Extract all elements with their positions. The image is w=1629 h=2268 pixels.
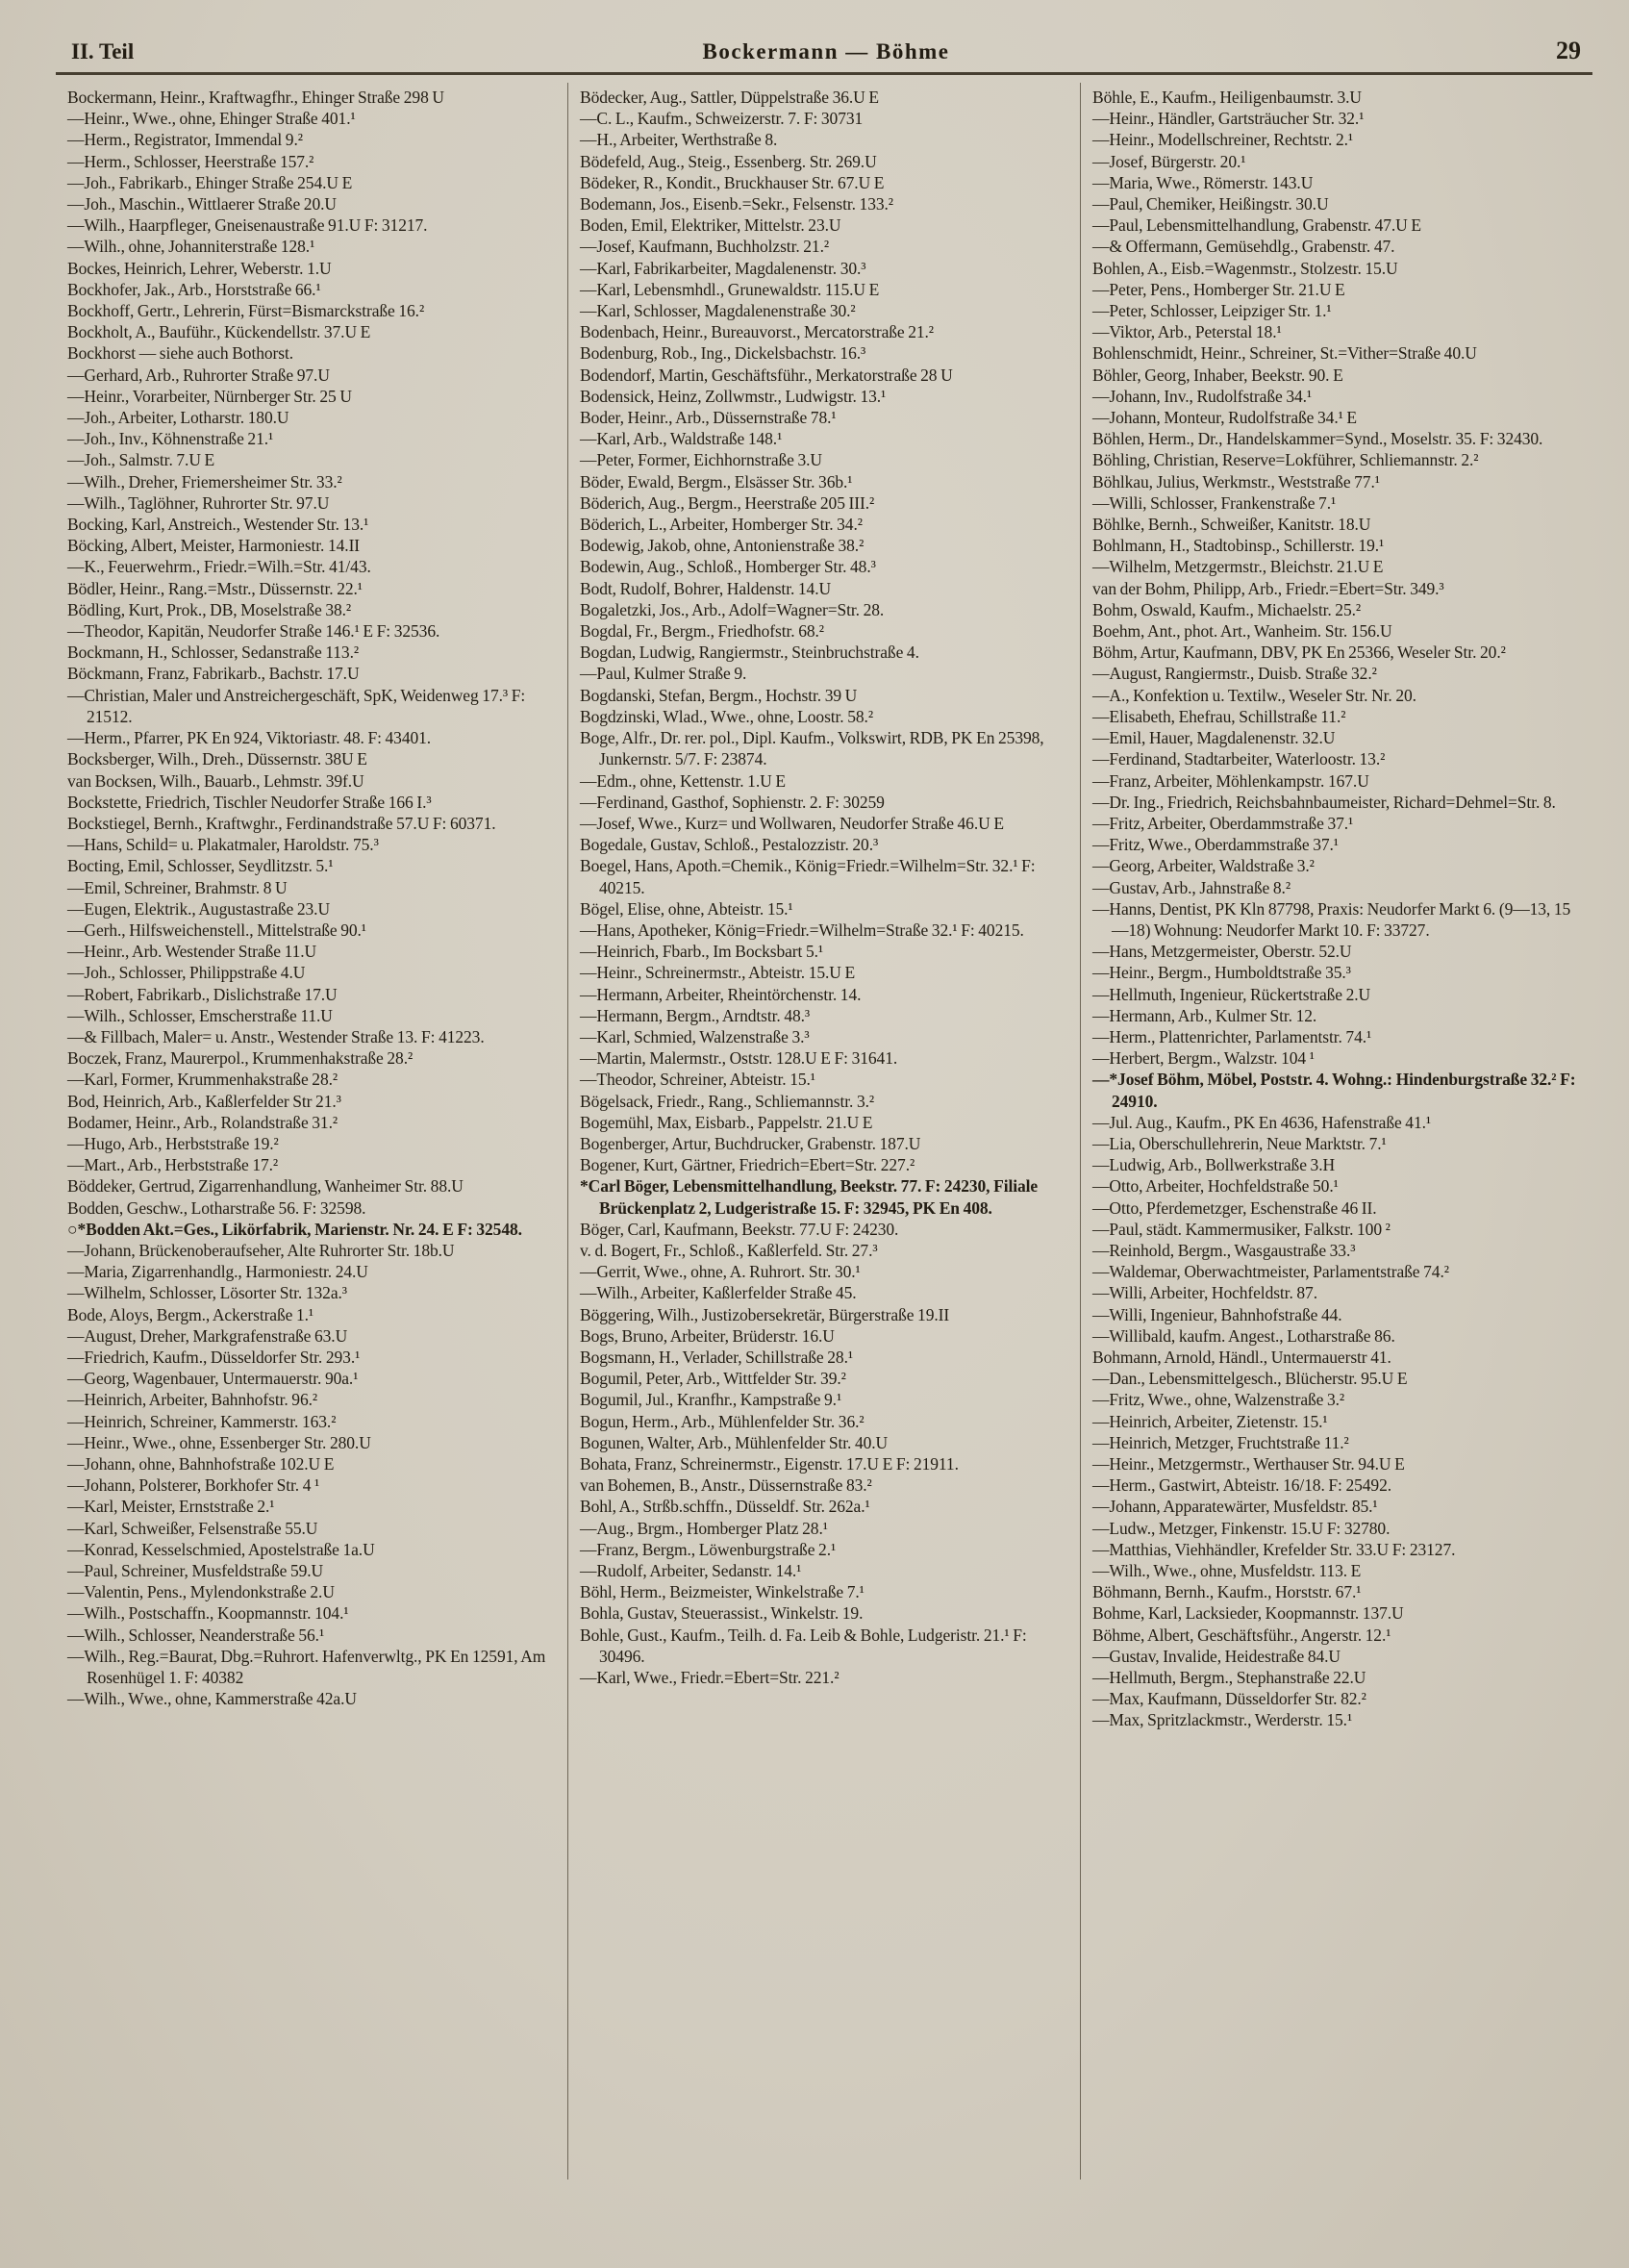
directory-entry: —Franz, Arbeiter, Möhlenkampstr. 167.U bbox=[1092, 770, 1369, 791]
directory-entry: Bohmann, Arnold, Händl., Untermauerstr 41. bbox=[1092, 1347, 1391, 1367]
directory-entry: —Hans, Apotheker, König=Friedr.=Wilhelm=Straße 32.¹ F: 40215. bbox=[580, 920, 1024, 940]
directory-entry: Bogenberger, Artur, Buchdrucker, Grabenstr. 187.U bbox=[580, 1133, 921, 1153]
directory-entry: Böhler, Georg, Inhaber, Beekstr. 90. E bbox=[1092, 365, 1343, 385]
directory-entry: Böhme, Albert, Geschäftsführ., Angerstr. 12.¹ bbox=[1092, 1625, 1391, 1645]
directory-entry: Bockhoff, Gertr., Lehrerin, Fürst=Bismarckstraße 16.² bbox=[67, 301, 425, 321]
directory-entry: —Heinrich, Fbarb., Im Bocksbart 5.¹ bbox=[580, 942, 824, 962]
directory-entry: —Wilhelm, Metzgermstr., Bleichstr. 21.U E bbox=[1092, 557, 1384, 577]
directory-entry: —Matthias, Viehhändler, Krefelder Str. 33.U F: 23127. bbox=[1092, 1539, 1456, 1559]
directory-entry: —Theodor, Schreiner, Abteistr. 15.¹ bbox=[580, 1070, 815, 1090]
directory-entry: Bogs, Bruno, Arbeiter, Brüderstr. 16.U bbox=[580, 1325, 835, 1346]
directory-column bbox=[56, 83, 567, 2180]
directory-entry: Bockstiegel, Bernh., Kraftwghr., Ferdinandstraße 57.U F: 60371. bbox=[67, 813, 496, 833]
directory-entry: Bodenbach, Heinr., Bureauvorst., Mercatorstraße 21.² bbox=[580, 322, 934, 342]
directory-entry: —Wilh., Haarpfleger, Gneisenaustraße 91.U F: 31217. bbox=[67, 215, 428, 236]
directory-entry: Bocting, Emil, Schlosser, Seydlitzstr. 5.¹ bbox=[67, 856, 334, 876]
directory-entry: —Paul, Lebensmittelhandlung, Grabenstr. 47.U E bbox=[1092, 215, 1421, 236]
directory-entry: —Emil, Schreiner, Brahmstr. 8 U bbox=[67, 877, 288, 897]
directory-entry: —Hermann, Bergm., Arndtstr. 48.³ bbox=[580, 1005, 811, 1025]
directory-entry: —Heinr., Vorarbeiter, Nürnberger Str. 25 U bbox=[67, 386, 352, 406]
directory-entry: —Joh., Maschin., Wittlaerer Straße 20.U bbox=[67, 194, 337, 214]
directory-entry: —Fritz, Wwe., ohne, Walzenstraße 3.² bbox=[1092, 1390, 1345, 1410]
directory-entry: —C. L., Kaufm., Schweizerstr. 7. F: 30731 bbox=[580, 109, 864, 129]
directory-entry: ○*Bodden Akt.=Ges., Likörfabrik, Marienstr. Nr. 24. E F: 32548. bbox=[67, 1219, 522, 1239]
directory-entry: —Paul, Schreiner, Musfeldstraße 59.U bbox=[67, 1561, 324, 1581]
directory-entry: Bode, Aloys, Bergm., Ackerstraße 1.¹ bbox=[67, 1304, 314, 1324]
directory-entry: Böhlke, Bernh., Schweißer, Kanitstr. 18.U bbox=[1092, 515, 1371, 535]
directory-entry: —Hellmuth, Ingenieur, Rückertstraße 2.U bbox=[1092, 984, 1371, 1004]
directory-entry: —Karl, Schmied, Walzenstraße 3.³ bbox=[580, 1026, 810, 1046]
directory-entry: —Wilh., Schlosser, Neanderstraße 56.¹ bbox=[67, 1625, 325, 1645]
directory-entry: —Josef, Wwe., Kurz= und Wollwaren, Neudorfer Straße 46.U E bbox=[580, 813, 1004, 833]
directory-entry: —Paul, städt. Kammermusiker, Falkstr. 100 ² bbox=[1092, 1219, 1391, 1239]
directory-entry: —Konrad, Kesselschmied, Apostelstraße 1a.U bbox=[67, 1539, 375, 1559]
directory-entry: *Carl Böger, Lebensmittelhandlung, Beekstr. 77. F: 24230, Filiale Brückenplatz 2, Ludgeristraße 15. F: 32945, PK En 408. bbox=[580, 1176, 1039, 1218]
directory-entry: Bodenburg, Rob., Ing., Dickelsbachstr. 16.³ bbox=[580, 343, 866, 364]
directory-entry: Bogsmann, H., Verlader, Schillstraße 28.¹ bbox=[580, 1347, 853, 1367]
directory-entry: Bohl, A., Strßb.schffn., Düsseldf. Str. 262a.¹ bbox=[580, 1497, 870, 1517]
section-label: II. Teil bbox=[71, 39, 135, 63]
directory-entry: Bockhofer, Jak., Arb., Horststraße 66.¹ bbox=[67, 279, 321, 299]
directory-entry: Boden, Emil, Elektriker, Mittelstr. 23.U bbox=[580, 215, 841, 236]
directory-entry: Bödefeld, Aug., Steig., Essenberg. Str. 269.U bbox=[580, 151, 877, 171]
directory-entry: —Hans, Metzgermeister, Oberstr. 52.U bbox=[1092, 942, 1352, 962]
directory-entry: —Wilh., Reg.=Baurat, Dbg.=Ruhrort. Hafenverwltg., PK En 12591, Am Rosenhügel 1. F: 40382 bbox=[67, 1646, 546, 1688]
directory-entry: —Wilh., ohne, Johanniterstraße 128.¹ bbox=[67, 237, 315, 257]
directory-entry: Bockhorst — siehe auch Bothorst. bbox=[67, 343, 293, 364]
directory-entry: —Gerh., Hilfsweichenstell., Mittelstraße 90.¹ bbox=[67, 920, 366, 940]
directory-entry: —Joh., Fabrikarb., Ehinger Straße 254.U E bbox=[67, 172, 353, 192]
directory-entry: Boegel, Hans, Apoth.=Chemik., König=Friedr.=Wilhelm=Str. 32.¹ F: 40215. bbox=[580, 856, 1036, 897]
directory-entry: —Eugen, Elektrik., Augustastraße 23.U bbox=[67, 898, 330, 919]
directory-entry: —Heinr., Modellschreiner, Rechtstr. 2.¹ bbox=[1092, 130, 1354, 150]
directory-column bbox=[1080, 83, 1592, 2180]
directory-entry: Böhmann, Bernh., Kaufm., Horststr. 67.¹ bbox=[1092, 1582, 1362, 1602]
directory-entry: —Otto, Pferdemetzger, Eschenstraße 46 II. bbox=[1092, 1197, 1377, 1218]
directory-entry: —Heinrich, Schreiner, Kammerstr. 163.² bbox=[67, 1411, 337, 1431]
directory-entry: Bogumil, Jul., Kranfhr., Kampstraße 9.¹ bbox=[580, 1390, 842, 1410]
directory-entry: —Wilh., Taglöhner, Ruhrorter Str. 97.U bbox=[67, 492, 330, 513]
directory-entry: —Paul, Chemiker, Heißingstr. 30.U bbox=[1092, 194, 1329, 214]
directory-entry: Bogaletzki, Jos., Arb., Adolf=Wagner=Str. 28. bbox=[580, 599, 885, 619]
directory-entry: —Heinr., Händler, Gartsträucher Str. 32.¹ bbox=[1092, 109, 1365, 129]
directory-entry: —A., Konfektion u. Textilw., Weseler Str. Nr. 20. bbox=[1092, 685, 1416, 705]
page-number: 29 bbox=[1556, 37, 1581, 64]
directory-entry: —Karl, Former, Krummenhakstraße 28.² bbox=[67, 1070, 338, 1090]
directory-entry: —Waldemar, Oberwachtmeister, Parlamentstraße 74.² bbox=[1092, 1262, 1449, 1282]
directory-entry: —Martin, Malermstr., Oststr. 128.U E F: 31641. bbox=[580, 1048, 898, 1069]
directory-entry: —Karl, Fabrikarbeiter, Magdalenenstr. 30.³ bbox=[580, 258, 866, 278]
directory-entry: —Hermann, Arbeiter, Rheintörchenstr. 14. bbox=[580, 984, 862, 1004]
directory-entry: —Georg, Wagenbauer, Untermauerstr. 90a.¹ bbox=[67, 1369, 359, 1389]
directory-entry: —Maria, Wwe., Römerstr. 143.U bbox=[1092, 172, 1314, 192]
directory-entry: Bockes, Heinrich, Lehrer, Weberstr. 1.U bbox=[67, 258, 332, 278]
directory-entry: —Heinr., Wwe., ohne, Essenberger Str. 280.U bbox=[67, 1432, 371, 1452]
directory-entry: —Johann, ohne, Bahnhofstraße 102.U E bbox=[67, 1454, 335, 1474]
page-title: Bockermann — Böhme bbox=[702, 39, 950, 63]
directory-entry: —*Josef Böhm, Möbel, Poststr. 4. Wohng.: Hindenburgstraße 32.² F: 24910. bbox=[1092, 1070, 1576, 1111]
directory-entry: —Mart., Arb., Herbststraße 17.² bbox=[67, 1155, 279, 1175]
directory-entry: Bohle, Gust., Kaufm., Teilh. d. Fa. Leib & Bohle, Ludgeristr. 21.¹ F: 30496. bbox=[580, 1625, 1027, 1666]
directory-entry: Böderich, L., Arbeiter, Homberger Str. 34.² bbox=[580, 515, 863, 535]
directory-entry: Böhling, Christian, Reserve=Lokführer, Schliemannstr. 2.² bbox=[1092, 450, 1479, 470]
directory-entry: —Joh., Schlosser, Philippstraße 4.U bbox=[67, 963, 306, 983]
directory-columns bbox=[56, 83, 1592, 2180]
page-header bbox=[56, 37, 1592, 75]
directory-entry: —Wilh., Dreher, Friemersheimer Str. 33.² bbox=[67, 471, 342, 491]
directory-entry: —Karl, Lebensmhdl., Grunewaldstr. 115.U E bbox=[580, 279, 880, 299]
directory-entry: —Heinrich, Metzger, Fruchtstraße 11.² bbox=[1092, 1432, 1349, 1452]
directory-entry: —Willi, Ingenieur, Bahnhofstraße 44. bbox=[1092, 1304, 1342, 1324]
directory-entry: Bodewig, Jakob, ohne, Antonienstraße 38.² bbox=[580, 536, 865, 556]
directory-entry: —Dan., Lebensmittelgesch., Blücherstr. 95.U E bbox=[1092, 1369, 1408, 1389]
directory-entry: —Robert, Fabrikarb., Dislichstraße 17.U bbox=[67, 984, 338, 1004]
directory-entry: —Heinrich, Arbeiter, Bahnhofstr. 96.² bbox=[67, 1390, 318, 1410]
directory-entry: Bogemühl, Max, Eisbarb., Pappelstr. 21.U E bbox=[580, 1112, 873, 1132]
directory-entry: —Emil, Hauer, Magdalenenstr. 32.U bbox=[1092, 728, 1336, 748]
directory-entry: Bohla, Gustav, Steuerassist., Winkelstr. 19. bbox=[580, 1603, 864, 1624]
directory-entry: Böhle, E., Kaufm., Heiligenbaumstr. 3.U bbox=[1092, 88, 1362, 107]
directory-entry: —Heinr., Wwe., ohne, Ehinger Straße 401.¹ bbox=[67, 109, 356, 129]
directory-entry: —H., Arbeiter, Werthstraße 8. bbox=[580, 130, 778, 150]
directory-entry: Bodden, Geschw., Lotharstraße 56. F: 32598. bbox=[67, 1197, 366, 1218]
directory-entry: —Ludw., Metzger, Finkenstr. 15.U F: 32780. bbox=[1092, 1518, 1391, 1538]
directory-entry: —Gustav, Arb., Jahnstraße 8.² bbox=[1092, 877, 1291, 897]
directory-entry: —Willibald, kaufm. Angest., Lotharstraße 86. bbox=[1092, 1325, 1395, 1346]
directory-entry: —Otto, Arbeiter, Hochfeldstraße 50.¹ bbox=[1092, 1176, 1339, 1197]
directory-entry: Bogener, Kurt, Gärtner, Friedrich=Ebert=Str. 227.² bbox=[580, 1155, 915, 1175]
directory-entry: —Rudolf, Arbeiter, Sedanstr. 14.¹ bbox=[580, 1561, 802, 1581]
directory-entry: —Wilh., Schlosser, Emscherstraße 11.U bbox=[67, 1005, 333, 1025]
directory-entry: —Willi, Schlosser, Frankenstraße 7.¹ bbox=[1092, 492, 1337, 513]
directory-entry: —Wilh., Arbeiter, Kaßlerfelder Straße 45. bbox=[580, 1283, 857, 1303]
directory-entry: van der Bohm, Philipp, Arb., Friedr.=Ebert=Str. 349.³ bbox=[1092, 578, 1444, 598]
directory-entry: Bohm, Oswald, Kaufm., Michaelstr. 25.² bbox=[1092, 599, 1362, 619]
directory-entry: —& Offermann, Gemüsehdlg., Grabenstr. 47. bbox=[1092, 237, 1395, 257]
directory-entry: —Herm., Schlosser, Heerstraße 157.² bbox=[67, 151, 314, 171]
directory-entry: Bohata, Franz, Schreinermstr., Eigenstr. 17.U E F: 21911. bbox=[580, 1454, 959, 1474]
directory-entry: —Peter, Schlosser, Leipziger Str. 1.¹ bbox=[1092, 301, 1332, 321]
directory-entry: —Heinr., Metzgermstr., Werthauser Str. 94.U E bbox=[1092, 1454, 1405, 1474]
directory-entry: —Heinr., Bergm., Humboldtstraße 35.³ bbox=[1092, 963, 1351, 983]
directory-entry: —August, Dreher, Markgrafenstraße 63.U bbox=[67, 1325, 348, 1346]
directory-entry: —Paul, Kulmer Straße 9. bbox=[580, 664, 747, 684]
directory-entry: —Fritz, Wwe., Oberdammstraße 37.¹ bbox=[1092, 835, 1339, 855]
directory-entry: Bohlenschmidt, Heinr., Schreiner, St.=Vither=Straße 40.U bbox=[1092, 343, 1477, 364]
directory-entry: —Gerhard, Arb., Ruhrorter Straße 97.U bbox=[67, 365, 330, 385]
directory-entry: —Herm., Plattenrichter, Parlamentstr. 74.¹ bbox=[1092, 1026, 1372, 1046]
directory-entry: Bogunen, Walter, Arb., Mühlenfelder Str. 40.U bbox=[580, 1432, 889, 1452]
directory-entry: Bockmann, H., Schlosser, Sedanstraße 113.² bbox=[67, 643, 360, 663]
directory-entry: —Hans, Schild= u. Plakatmaler, Haroldstr. 75.³ bbox=[67, 835, 379, 855]
directory-entry: Böhm, Artur, Kaufmann, DBV, PK En 25366, Weseler Str. 20.² bbox=[1092, 643, 1506, 663]
directory-entry: —Maria, Zigarrenhandlg., Harmoniestr. 24.U bbox=[67, 1262, 368, 1282]
directory-entry: Bödecker, Aug., Sattler, Düppelstraße 36.U E bbox=[580, 88, 879, 107]
directory-entry: Bogumil, Peter, Arb., Wittfelder Str. 39.² bbox=[580, 1369, 846, 1389]
directory-entry: —Franz, Bergm., Löwenburgstraße 2.¹ bbox=[580, 1539, 837, 1559]
directory-entry: Bodamer, Heinr., Arb., Rolandstraße 31.² bbox=[67, 1112, 338, 1132]
directory-entry: —Heinrich, Arbeiter, Zietenstr. 15.¹ bbox=[1092, 1411, 1328, 1431]
directory-entry: Böger, Carl, Kaufmann, Beekstr. 77.U F: 24230. bbox=[580, 1219, 899, 1239]
directory-entry: —Heinr., Arb. Westender Straße 11.U bbox=[67, 942, 317, 962]
directory-entry: Böckmann, Franz, Fabrikarb., Bachstr. 17.U bbox=[67, 664, 360, 684]
directory-entry: Boder, Heinr., Arb., Düssernstraße 78.¹ bbox=[580, 408, 837, 428]
directory-entry: —Elisabeth, Ehefrau, Schillstraße 11.² bbox=[1092, 706, 1346, 726]
directory-entry: Bogdal, Fr., Bergm., Friedhofstr. 68.² bbox=[580, 621, 824, 642]
directory-entry: —Joh., Inv., Köhnenstraße 21.¹ bbox=[67, 429, 274, 449]
directory-entry: van Bocksen, Wilh., Bauarb., Lehmstr. 39f.U bbox=[67, 770, 364, 791]
directory-column bbox=[567, 83, 1080, 2180]
directory-entry: —Gustav, Invalide, Heidestraße 84.U bbox=[1092, 1646, 1341, 1666]
directory-entry: Bogdzinski, Wlad., Wwe., ohne, Loostr. 58.² bbox=[580, 706, 873, 726]
directory-entry: Bogdanski, Stefan, Bergm., Hochstr. 39 U bbox=[580, 685, 858, 705]
directory-entry: —Dr. Ing., Friedrich, Reichsbahnbaumeister, Richard=Dehmel=Str. 8. bbox=[1092, 792, 1556, 812]
directory-entry: Böcking, Albert, Meister, Harmoniestr. 14.II bbox=[67, 536, 361, 556]
directory-entry: Bockstette, Friedrich, Tischler Neudorfer Straße 166 I.³ bbox=[67, 792, 432, 812]
directory-entry: —Peter, Pens., Homberger Str. 21.U E bbox=[1092, 279, 1345, 299]
directory-entry: Bodemann, Jos., Eisenb.=Sekr., Felsenstr. 133.² bbox=[580, 194, 893, 214]
directory-entry: —Wilhelm, Schlosser, Lösorter Str. 132a.³ bbox=[67, 1283, 347, 1303]
directory-entry: v. d. Bogert, Fr., Schloß., Kaßlerfeld. Str. 27.³ bbox=[580, 1240, 878, 1260]
directory-entry: Bohme, Karl, Lacksieder, Koopmannstr. 137.U bbox=[1092, 1603, 1404, 1624]
directory-entry: —Johann, Monteur, Rudolfstraße 34.¹ E bbox=[1092, 408, 1358, 428]
directory-entry: —Johann, Polsterer, Borkhofer Str. 4 ¹ bbox=[67, 1475, 320, 1496]
directory-entry: Bödler, Heinr., Rang.=Mstr., Düssernstr. 22.¹ bbox=[67, 578, 363, 598]
directory-entry: —Gerrit, Wwe., ohne, A. Ruhrort. Str. 30.¹ bbox=[580, 1262, 861, 1282]
directory-entry: Boehm, Ant., phot. Art., Wanheim. Str. 156.U bbox=[1092, 621, 1392, 642]
directory-entry: Böhlkau, Julius, Werkmstr., Weststraße 77.¹ bbox=[1092, 471, 1380, 491]
directory-entry: —K., Feuerwehrm., Friedr.=Wilh.=Str. 41/43. bbox=[67, 557, 371, 577]
directory-entry: —Edm., ohne, Kettenstr. 1.U E bbox=[580, 770, 786, 791]
directory-entry: —Theodor, Kapitän, Neudorfer Straße 146.¹ E F: 32536. bbox=[67, 621, 440, 642]
directory-entry: —Friedrich, Kaufm., Düsseldorfer Str. 293.¹ bbox=[67, 1347, 361, 1367]
directory-entry: —Heinr., Schreinermstr., Abteistr. 15.U E bbox=[580, 963, 856, 983]
directory-entry: van Bohemen, B., Anstr., Düssernstraße 83.² bbox=[580, 1475, 872, 1496]
directory-entry: —Reinhold, Bergm., Wasgaustraße 33.³ bbox=[1092, 1240, 1356, 1260]
directory-entry: Bogedale, Gustav, Schloß., Pestalozzistr. 20.³ bbox=[580, 835, 879, 855]
directory-entry: Bögelsack, Friedr., Rang., Schliemannstr. 3.² bbox=[580, 1091, 875, 1111]
directory-entry: Bocksberger, Wilh., Dreh., Düssernstr. 38U E bbox=[67, 749, 367, 769]
directory-entry: —Johann, Apparatewärter, Musfeldstr. 85.¹ bbox=[1092, 1497, 1378, 1517]
directory-entry: —Max, Spritzlackmstr., Werderstr. 15.¹ bbox=[1092, 1710, 1353, 1730]
directory-entry: Bodendorf, Martin, Geschäftsführ., Merkatorstraße 28 U bbox=[580, 365, 953, 385]
directory-entry: Bogdan, Ludwig, Rangiermstr., Steinbruchstraße 4. bbox=[580, 643, 919, 663]
directory-entry: —Hermann, Arb., Kulmer Str. 12. bbox=[1092, 1005, 1317, 1025]
directory-entry: Bogun, Herm., Arb., Mühlenfelder Str. 36.² bbox=[580, 1411, 865, 1431]
directory-entry: —Ferdinand, Gasthof, Sophienstr. 2. F: 30259 bbox=[580, 792, 885, 812]
directory-entry: Bockermann, Heinr., Kraftwagfhr., Ehinger Straße 298 U bbox=[67, 88, 444, 107]
directory-entry: —Christian, Maler und Anstreichergeschäft, SpK, Weidenweg 17.³ F: 21512. bbox=[67, 685, 526, 726]
directory-entry: —Ferdinand, Stadtarbeiter, Waterloostr. 13.² bbox=[1092, 749, 1386, 769]
directory-entry: —Ludwig, Arb., Bollwerkstraße 3.H bbox=[1092, 1155, 1336, 1175]
directory-entry: —Hellmuth, Bergm., Stephanstraße 22.U bbox=[1092, 1668, 1366, 1688]
directory-entry: —Willi, Arbeiter, Hochfeldstr. 87. bbox=[1092, 1283, 1317, 1303]
directory-entry: —Aug., Brgm., Homberger Platz 28.¹ bbox=[580, 1518, 828, 1538]
directory-entry: Bögel, Elise, ohne, Abteistr. 15.¹ bbox=[580, 898, 793, 919]
directory-entry: —Lia, Oberschullehrerin, Neue Marktstr. 7.¹ bbox=[1092, 1133, 1387, 1153]
directory-entry: —Josef, Bürgerstr. 20.¹ bbox=[1092, 151, 1246, 171]
directory-entry: Böddeker, Gertrud, Zigarrenhandlung, Wanheimer Str. 88.U bbox=[67, 1176, 464, 1197]
directory-entry: —Hanns, Dentist, PK Kln 87798, Praxis: Neudorfer Markt 6. (9—13, 15—18) Wohnung: Neudorfer Markt 10. F: 33727. bbox=[1092, 898, 1571, 940]
directory-entry: Bod, Heinrich, Arb., Kaßlerfelder Str 21.³ bbox=[67, 1091, 341, 1111]
directory-entry: Bodt, Rudolf, Bohrer, Haldenstr. 14.U bbox=[580, 578, 832, 598]
directory-entry: Böderich, Aug., Bergm., Heerstraße 205 III.² bbox=[580, 492, 875, 513]
directory-entry: —Herm., Pfarrer, PK En 924, Viktoriastr. 48. F: 43401. bbox=[67, 728, 432, 748]
directory-entry: Bockholt, A., Bauführ., Kückendellstr. 37.U E bbox=[67, 322, 371, 342]
directory-entry: Böhlen, Herm., Dr., Handelskammer=Synd., Moselstr. 35. F: 32430. bbox=[1092, 429, 1543, 449]
directory-entry: —Viktor, Arb., Peterstal 18.¹ bbox=[1092, 322, 1282, 342]
directory-entry: Bohlen, A., Eisb.=Wagenmstr., Stolzestr. 15.U bbox=[1092, 258, 1398, 278]
directory-entry: Bodensick, Heinz, Zollwmstr., Ludwigstr. 13.¹ bbox=[580, 386, 887, 406]
directory-entry: —Joh., Arbeiter, Lotharstr. 180.U bbox=[67, 408, 289, 428]
directory-entry: —Karl, Schlosser, Magdalenenstraße 30.² bbox=[580, 301, 856, 321]
directory-entry: —Herm., Registrator, Immendal 9.² bbox=[67, 130, 303, 150]
directory-entry: —Karl, Meister, Ernststraße 2.¹ bbox=[67, 1497, 275, 1517]
directory-entry: —Fritz, Arbeiter, Oberdammstraße 37.¹ bbox=[1092, 813, 1354, 833]
directory-entry: —Johann, Brückenoberaufseher, Alte Ruhrorter Str. 18b.U bbox=[67, 1240, 455, 1260]
directory-entry: Bodewin, Aug., Schloß., Homberger Str. 48.³ bbox=[580, 557, 876, 577]
directory-entry: Bödling, Kurt, Prok., DB, Moselstraße 38.² bbox=[67, 599, 352, 619]
directory-entry: —Karl, Schweißer, Felsenstraße 55.U bbox=[67, 1518, 318, 1538]
directory-entry: —Joh., Salmstr. 7.U E bbox=[67, 450, 215, 470]
directory-entry: —Max, Kaufmann, Düsseldorfer Str. 82.² bbox=[1092, 1689, 1366, 1709]
directory-entry: —Johann, Inv., Rudolfstraße 34.¹ bbox=[1092, 386, 1313, 406]
directory-entry: Böggering, Wilh., Justizobersekretär, Bürgerstraße 19.II bbox=[580, 1304, 950, 1324]
directory-entry: —Valentin, Pens., Mylendonkstraße 2.U bbox=[67, 1582, 335, 1602]
directory-entry: —Jul. Aug., Kaufm., PK En 4636, Hafenstraße 41.¹ bbox=[1092, 1112, 1432, 1132]
directory-entry: —Georg, Arbeiter, Waldstraße 3.² bbox=[1092, 856, 1315, 876]
directory-entry: Bohlmann, H., Stadtobinsp., Schillerstr. 19.¹ bbox=[1092, 536, 1385, 556]
directory-entry: —& Fillbach, Maler= u. Anstr., Westender Straße 13. F: 41223. bbox=[67, 1026, 485, 1046]
directory-entry: —Hugo, Arb., Herbststraße 19.² bbox=[67, 1133, 279, 1153]
directory-entry: —Karl, Wwe., Friedr.=Ebert=Str. 221.² bbox=[580, 1668, 840, 1688]
directory-entry: Böder, Ewald, Bergm., Elsässer Str. 36b.¹ bbox=[580, 471, 853, 491]
directory-entry: —Herbert, Bergm., Walzstr. 104 ¹ bbox=[1092, 1048, 1315, 1069]
directory-entry: Boge, Alfr., Dr. rer. pol., Dipl. Kaufm., Volkswirt, RDB, PK En 25398, Junkernstr. 5/7. F: 23874. bbox=[580, 728, 1044, 769]
directory-entry: —Wilh., Wwe., ohne, Kammerstraße 42a.U bbox=[67, 1689, 357, 1709]
directory-entry: —Peter, Former, Eichhornstraße 3.U bbox=[580, 450, 822, 470]
directory-entry: —August, Rangiermstr., Duisb. Straße 32.² bbox=[1092, 664, 1377, 684]
directory-entry: —Josef, Kaufmann, Buchholzstr. 21.² bbox=[580, 237, 830, 257]
directory-entry: Bödeker, R., Kondit., Bruckhauser Str. 67.U E bbox=[580, 172, 885, 192]
directory-entry: Bocking, Karl, Anstreich., Westender Str. 13.¹ bbox=[67, 515, 369, 535]
directory-entry: Boczek, Franz, Maurerpol., Krummenhakstraße 28.² bbox=[67, 1048, 414, 1069]
directory-entry: —Wilh., Postschaffn., Koopmannstr. 104.¹ bbox=[67, 1603, 349, 1624]
directory-entry: —Herm., Gastwirt, Abteistr. 16/18. F: 25492. bbox=[1092, 1475, 1391, 1496]
directory-entry: —Karl, Arb., Waldstraße 148.¹ bbox=[580, 429, 783, 449]
directory-entry: —Wilh., Wwe., ohne, Musfeldstr. 113. E bbox=[1092, 1561, 1362, 1581]
directory-entry: Böhl, Herm., Beizmeister, Winkelstraße 7.¹ bbox=[580, 1582, 865, 1602]
